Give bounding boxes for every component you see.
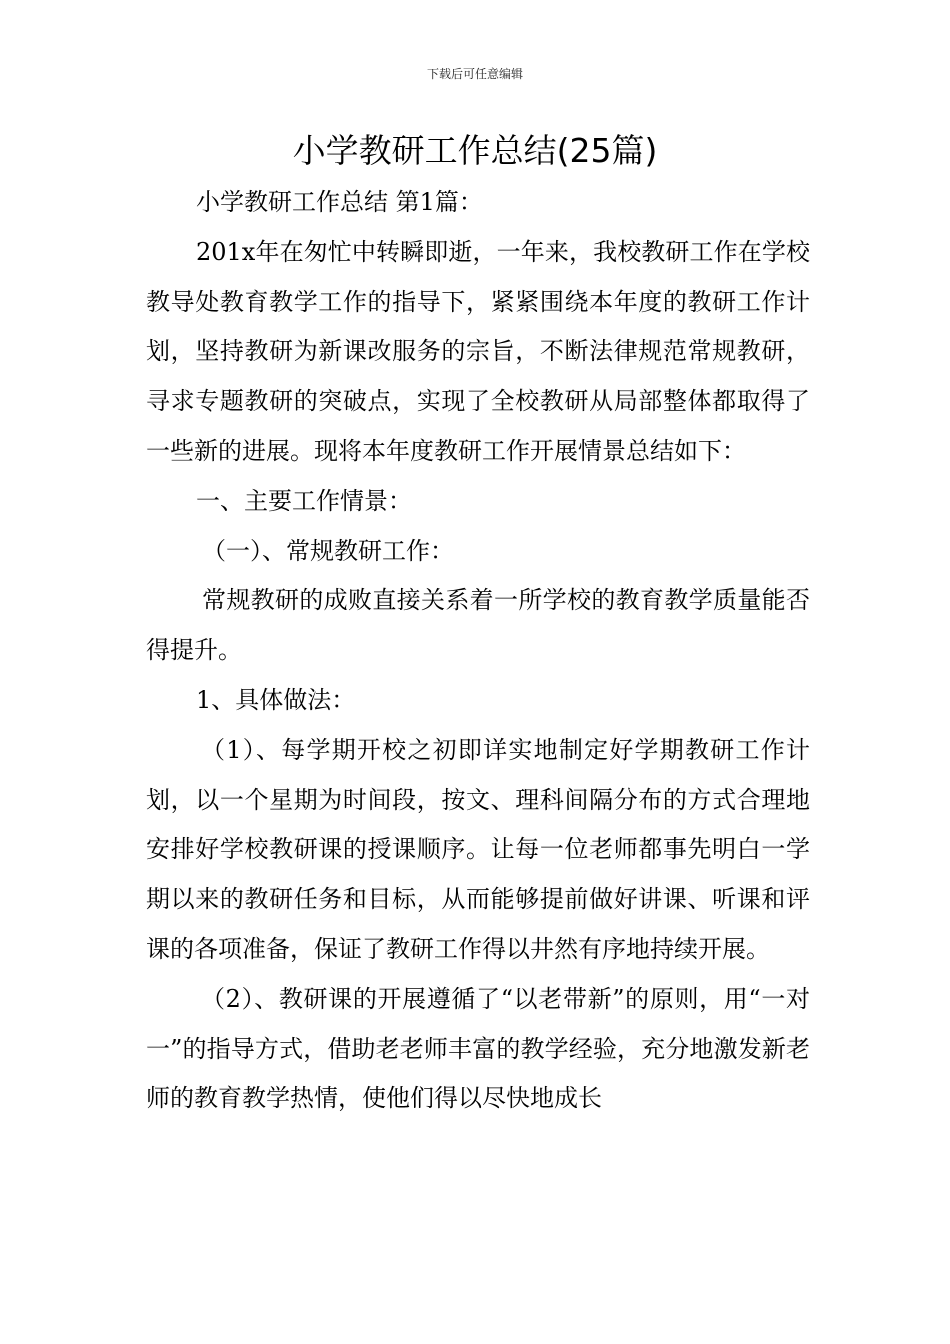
header-note: 下载后可任意编辑 bbox=[426, 67, 523, 81]
section-heading: 小学教研工作总结 第1篇： bbox=[196, 188, 483, 216]
list-item: （1）、每学期开校之初即详实地制定好学期教研工作计划，以一个星期为时间段，按文、理科间隔分布的方式合理地安排好学校教研课的授课顺序。让每一位老师都事先明白一学期以来的教研任务和目标，从而能够提前做好讲课、听课和评课的各项准备，保证了教研工作得以井然有序地持续开展。 bbox=[146, 735, 810, 963]
document-title: 小学教研工作总结(25篇) bbox=[292, 131, 658, 170]
list-heading: 1、具体做法： bbox=[196, 685, 356, 714]
document-body bbox=[146, 178, 810, 1124]
body-paragraph: 常规教研的成败直接关系着一所学校的教育教学质量能否得提升。 bbox=[146, 586, 810, 665]
subsection-heading: （一）、常规教研工作： bbox=[202, 536, 454, 565]
body-paragraph: 201x年在匆忙中转瞬即逝，一年来，我校教研工作在学校教导处教育教学工作的指导下，紧紧围绕本年度的教研工作计划，坚持教研为新课改服务的宗旨，不断法律规范常规教研，寻求专题教研的突破点，实现了全校教研从局部整体都取得了一些新的进展。现将本年度教研工作开展情景总结如下： bbox=[146, 237, 810, 465]
list-item: （2）、教研课的开展遵循了“以老带新”的原则，用“一对一”的指导方式，借助老老师丰富的教学经验，充分地激发新老师的教育教学热情，使他们得以尽快地成长 bbox=[146, 984, 810, 1113]
section-heading: 一、主要工作情景： bbox=[196, 486, 412, 515]
